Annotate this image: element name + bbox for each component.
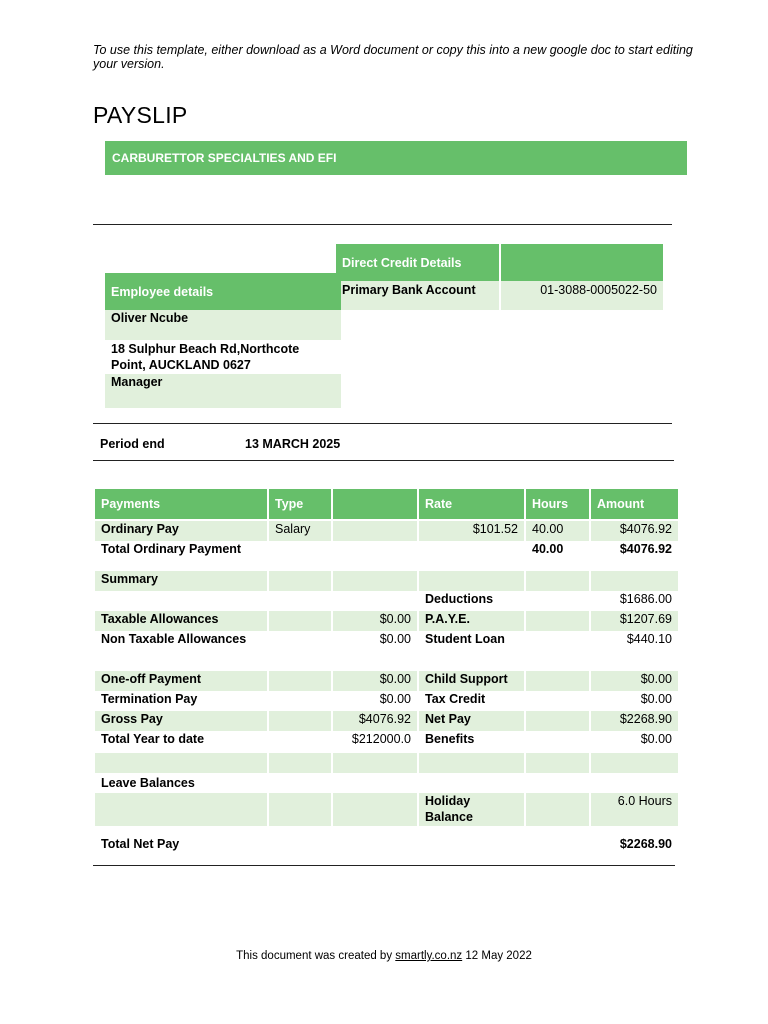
col-type: Type — [269, 489, 331, 519]
table-row — [95, 753, 678, 773]
taxable-allowances-amount: $0.00 — [333, 611, 417, 631]
ordinary-pay-hours: 40.00 — [526, 521, 589, 541]
termination-label: Termination Pay — [101, 692, 198, 706]
ordinary-pay-amount: $4076.92 — [591, 521, 678, 541]
non-taxable-allowances-amount: $0.00 — [379, 632, 411, 646]
total-net-pay-label: Total Net Pay — [101, 837, 180, 851]
paye-label: P.A.Y.E. — [419, 611, 524, 631]
tax-credit-amount: $0.00 — [640, 692, 672, 706]
employee-role: Manager — [105, 374, 341, 408]
table-row — [95, 631, 678, 651]
table-row — [95, 671, 678, 691]
table-row — [95, 773, 678, 793]
period-end-label: Period end — [100, 437, 165, 451]
tax-credit-label: Tax Credit — [425, 692, 486, 706]
net-pay-amount: $2268.90 — [591, 711, 678, 731]
divider — [93, 865, 675, 866]
gross-pay-label: Gross Pay — [95, 711, 267, 731]
ordinary-pay-type: Salary — [269, 521, 331, 541]
ordinary-pay-label: Ordinary Pay — [95, 521, 267, 541]
col-hours: Hours — [526, 489, 589, 519]
template-instructions: To use this template, either download as a Word document or copy this into a new google doc to start editing your version. — [93, 43, 693, 71]
table-row — [95, 521, 678, 541]
net-pay-label: Net Pay — [419, 711, 524, 731]
ytd-amount: $212000.0 — [351, 732, 411, 746]
termination-amount: $0.00 — [379, 692, 411, 706]
employee-name: Oliver Ncube — [105, 310, 341, 340]
footer-prefix: This document was created by — [236, 950, 393, 962]
period-end-value: 13 MARCH 2025 — [245, 437, 341, 451]
taxable-allowances-label: Taxable Allowances — [95, 611, 267, 631]
direct-credit-header: Direct Credit Details — [336, 244, 499, 281]
employee-address: 18 Sulphur Beach Rd,Northcote Point, AUCKLAND 0627 — [111, 342, 300, 372]
table-row — [95, 731, 678, 751]
footer-date: 12 May 2022 — [465, 950, 532, 962]
footer-link[interactable]: smartly.co.nz — [395, 950, 463, 962]
divider — [93, 224, 672, 225]
table-row — [95, 793, 678, 826]
page-title: PAYSLIP — [93, 102, 188, 128]
benefits-label: Benefits — [425, 732, 475, 746]
total-ordinary-hours: 40.00 — [532, 542, 564, 556]
direct-credit-header-blank — [501, 244, 663, 281]
payments-table — [93, 489, 680, 856]
table-row — [95, 571, 678, 591]
employee-details-header: Employee details — [105, 273, 341, 310]
company-banner: CARBURETTOR SPECIALTIES AND EFI — [105, 141, 687, 175]
divider — [93, 423, 672, 424]
student-loan-label: Student Loan — [425, 632, 505, 646]
total-ordinary-amount: $4076.92 — [619, 542, 672, 556]
col-payments: Payments — [95, 489, 267, 519]
holiday-balance-amount: 6.0 Hours — [591, 793, 678, 826]
non-taxable-allowances-label: Non Taxable Allowances — [101, 632, 247, 646]
summary-label: Summary — [95, 571, 267, 591]
table-row — [95, 591, 678, 611]
ytd-label: Total Year to date — [101, 732, 205, 746]
table-row — [95, 691, 678, 711]
col-amount: Amount — [591, 489, 678, 519]
one-off-label: One-off Payment — [95, 671, 267, 691]
deductions-label: Deductions — [425, 592, 494, 606]
gross-pay-amount: $4076.92 — [333, 711, 417, 731]
bank-account-label: Primary Bank Account — [336, 281, 499, 310]
holiday-balance-label: Holiday Balance — [419, 793, 524, 826]
divider — [93, 460, 674, 461]
child-support-label: Child Support — [419, 671, 524, 691]
footer — [0, 950, 768, 962]
col-blank — [333, 489, 417, 519]
table-row — [95, 611, 678, 631]
bank-account-number: 01-3088-0005022-50 — [501, 281, 663, 310]
table-row — [95, 711, 678, 731]
table-row — [95, 836, 678, 856]
ordinary-pay-rate: $101.52 — [419, 521, 524, 541]
one-off-amount: $0.00 — [333, 671, 417, 691]
total-net-pay-amount: $2268.90 — [619, 837, 672, 851]
leave-balances-label: Leave Balances — [101, 776, 195, 790]
total-ordinary-label: Total Ordinary Payment — [101, 542, 242, 556]
table-row — [95, 541, 678, 561]
student-loan-amount: $440.10 — [626, 632, 672, 646]
child-support-amount: $0.00 — [591, 671, 678, 691]
benefits-amount: $0.00 — [640, 732, 672, 746]
deductions-amount: $1686.00 — [619, 592, 672, 606]
col-rate: Rate — [419, 489, 524, 519]
table-header-row — [95, 489, 678, 519]
paye-amount: $1207.69 — [591, 611, 678, 631]
